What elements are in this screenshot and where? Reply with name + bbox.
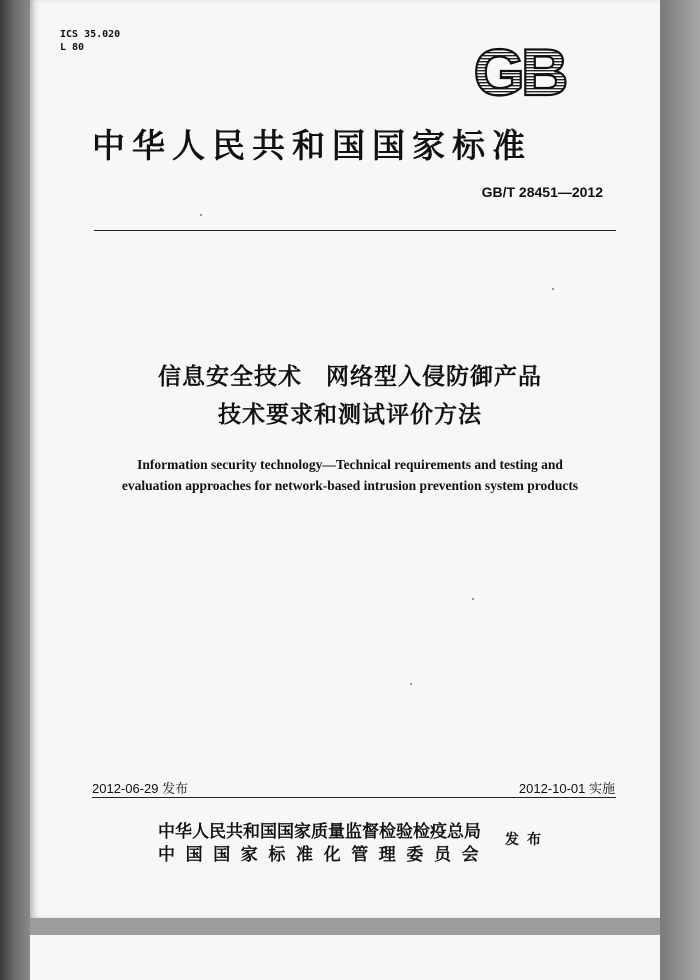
bottom-divider xyxy=(92,797,616,798)
main-title: 中华人民共和国国家标准 xyxy=(92,126,532,165)
next-page-edge xyxy=(30,935,660,980)
classification-codes xyxy=(60,28,120,54)
scan-speck xyxy=(410,683,412,685)
issue-label: 发布 xyxy=(505,832,549,848)
standard-number: GB/T 28451—2012 xyxy=(481,184,603,200)
scan-speck xyxy=(472,598,474,600)
english-title-line-2: evaluation approaches for network-based intrusion prevention system products xyxy=(121,478,579,493)
chinese-title-line-2: 技术要求和测试评价方法 xyxy=(218,402,482,428)
gb-logo xyxy=(455,40,583,98)
scan-speck xyxy=(200,214,202,216)
chinese-title-line-1: 信息安全技术 网络型入侵防御产品 xyxy=(158,364,542,390)
top-divider xyxy=(94,230,616,231)
issuer-sac: 中国国家标准化管理委员会 xyxy=(158,845,490,865)
issuer-aqsiq: 中华人民共和国国家质量监督检验检疫总局 xyxy=(158,822,481,842)
english-title-line-1: Information security technology—Technical requirements and testing and xyxy=(137,457,563,472)
ics-code: ICS 35.020 xyxy=(60,29,121,40)
gb-logo-text: GB xyxy=(473,40,565,98)
ccs-code: L 80 xyxy=(60,42,85,53)
effective-date: 2012-10-01 实施 xyxy=(518,781,615,796)
publish-date: 2012-06-29 发布 xyxy=(92,781,189,796)
scan-speck xyxy=(552,288,554,290)
